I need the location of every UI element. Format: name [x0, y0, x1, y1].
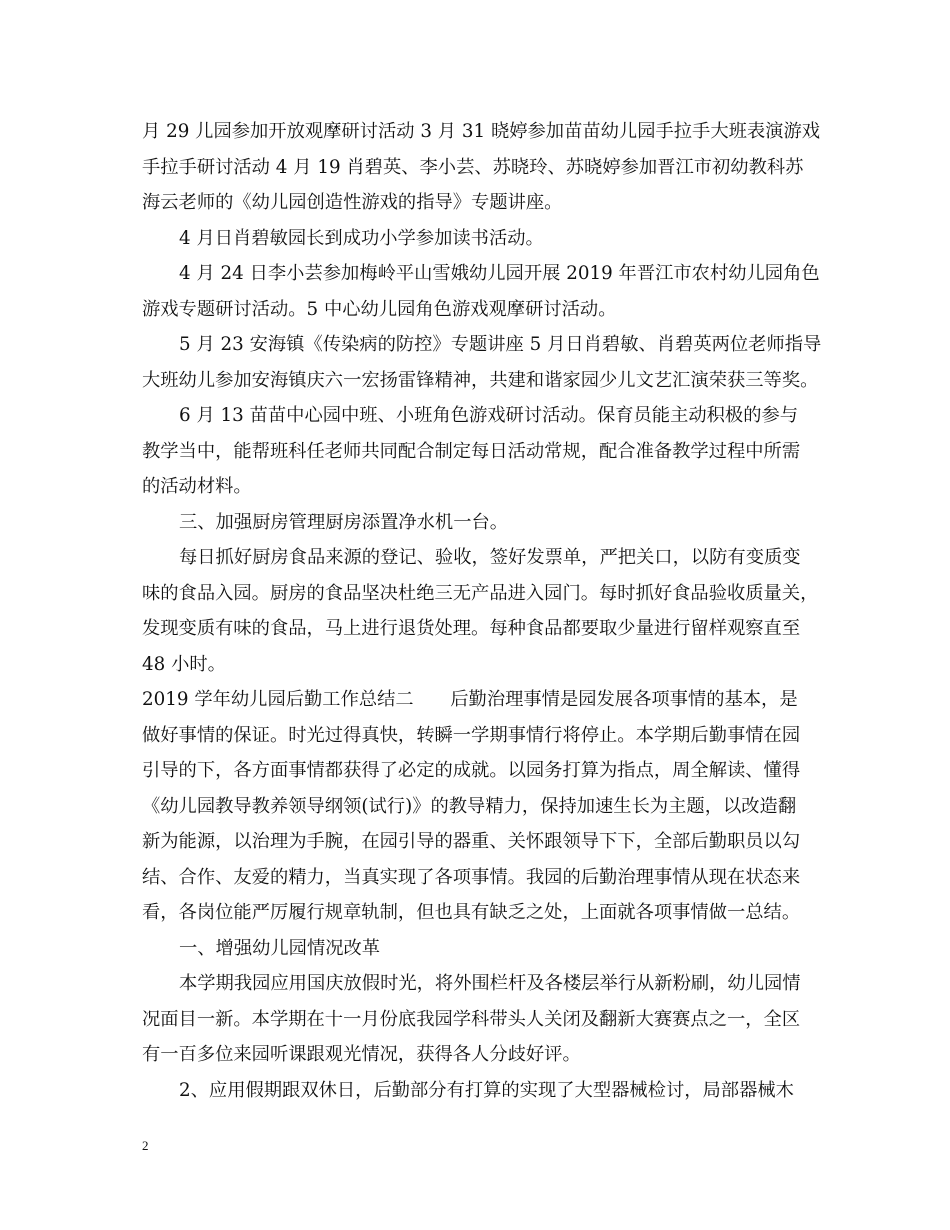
text-line: 6 月 13 苗苗中心园中班、小班角色游戏研讨活动。保育员能主动积极的参与 — [179, 405, 799, 426]
text-line: 况面目一新。本学期在十一月份底我园学科带头人关闭及翻新大赛赛点之一，全区 — [142, 1008, 801, 1030]
document-body — [142, 114, 825, 1108]
text-line: 4 月 24 日李小芸参加梅岭平山雪娥幼儿园开展 2019 年晋江市农村幼儿园角色 — [179, 263, 820, 284]
text-line: 做好事情的保证。时光过得真快，转瞬一学期事情行将停止。本学期后勤事情在园 — [142, 724, 801, 746]
text-line: 结、合作、友爱的精力，当真实现了各项事情。我园的后勤治理事情从现在状态来 — [142, 866, 801, 888]
text-line: 有一百多位来园听课跟观光情况，获得各人分歧好评。 — [142, 1044, 581, 1065]
page-number: 2 — [142, 1138, 149, 1153]
text-line: 教学当中，能帮班科任老师共同配合制定每日活动常规，配合准备教学过程中所需 — [142, 440, 801, 462]
text-line: 三、加强厨房管理厨房添置净水机一台。 — [179, 511, 509, 533]
text-line: 手拉手研讨活动 4 月 19 肖碧英、李小芸、苏晓玲、苏晓婷参加晋江市初幼教科苏 — [142, 156, 804, 178]
text-line: 看，各岗位能严厉履行规章轨制，但也具有缺乏之处，上面就各项事情做一总结。 — [142, 902, 801, 923]
text-line: 《幼儿园教导教养领导纲领(试行)》的教导精力，保持加速生长为主题，以改造翻 — [142, 795, 797, 817]
text-line: 发现变质有味的食品，马上进行退货处理。每种食品都要取少量进行留样观察直至 — [142, 618, 801, 639]
text-line: 本学期我园应用国庆放假时光，将外围栏杆及各楼层举行从新粉刷，幼儿园情 — [179, 973, 801, 994]
text-line: 48 小时。 — [142, 653, 226, 675]
text-line: 5 月 23 安海镇《传染病的防控》专题讲座 5 月日肖碧敏、肖碧英两位老师指导 — [179, 334, 822, 355]
text-line: 的活动材料。 — [142, 476, 252, 497]
text-line: 2、应用假期跟双休日，后勤部分有打算的实现了大型器械检讨，局部器械木 — [179, 1079, 794, 1101]
text-line: 游戏专题研讨活动。5 中心幼儿园角色游戏观摩研讨活动。 — [142, 298, 617, 320]
text-line: 新为能源，以治理为手腕，在园引导的器重、关怀跟领导下下，全部后勤职员以勾 — [142, 831, 801, 852]
text-line: 大班幼儿参加安海镇庆六一宏扬雷锋精神，共建和谐家园少儿文艺汇演荣获三等奖。 — [142, 369, 819, 391]
text-line: 月 29 儿园参加开放观摩研讨活动 3 月 31 晓婷参加苗苗幼儿园手拉手大班表演游戏 — [142, 121, 821, 142]
text-line: 2019 学年幼儿园后勤工作总结二 后勤治理事情是园发展各项事情的基本，是 — [142, 689, 798, 710]
text-line: 4 月日肖碧敏园长到成功小学参加读书活动。 — [179, 227, 544, 249]
text-line: 引导的下，各方面事情都获得了必定的成就。以园务打算为指点，周全解读、懂得 — [142, 760, 801, 781]
text-line: 一、增强幼儿园情况改革 — [179, 937, 381, 959]
text-line: 味的食品入园。厨房的食品坚决杜绝三无产品进入园门。每时抓好食品验收质量关， — [142, 582, 819, 604]
text-line: 海云老师的《幼儿园创造性游戏的指导》专题讲座。 — [142, 192, 563, 213]
text-line: 每日抓好厨房食品来源的登记、验收，签好发票单，严把关口，以防有变质变 — [179, 547, 801, 568]
